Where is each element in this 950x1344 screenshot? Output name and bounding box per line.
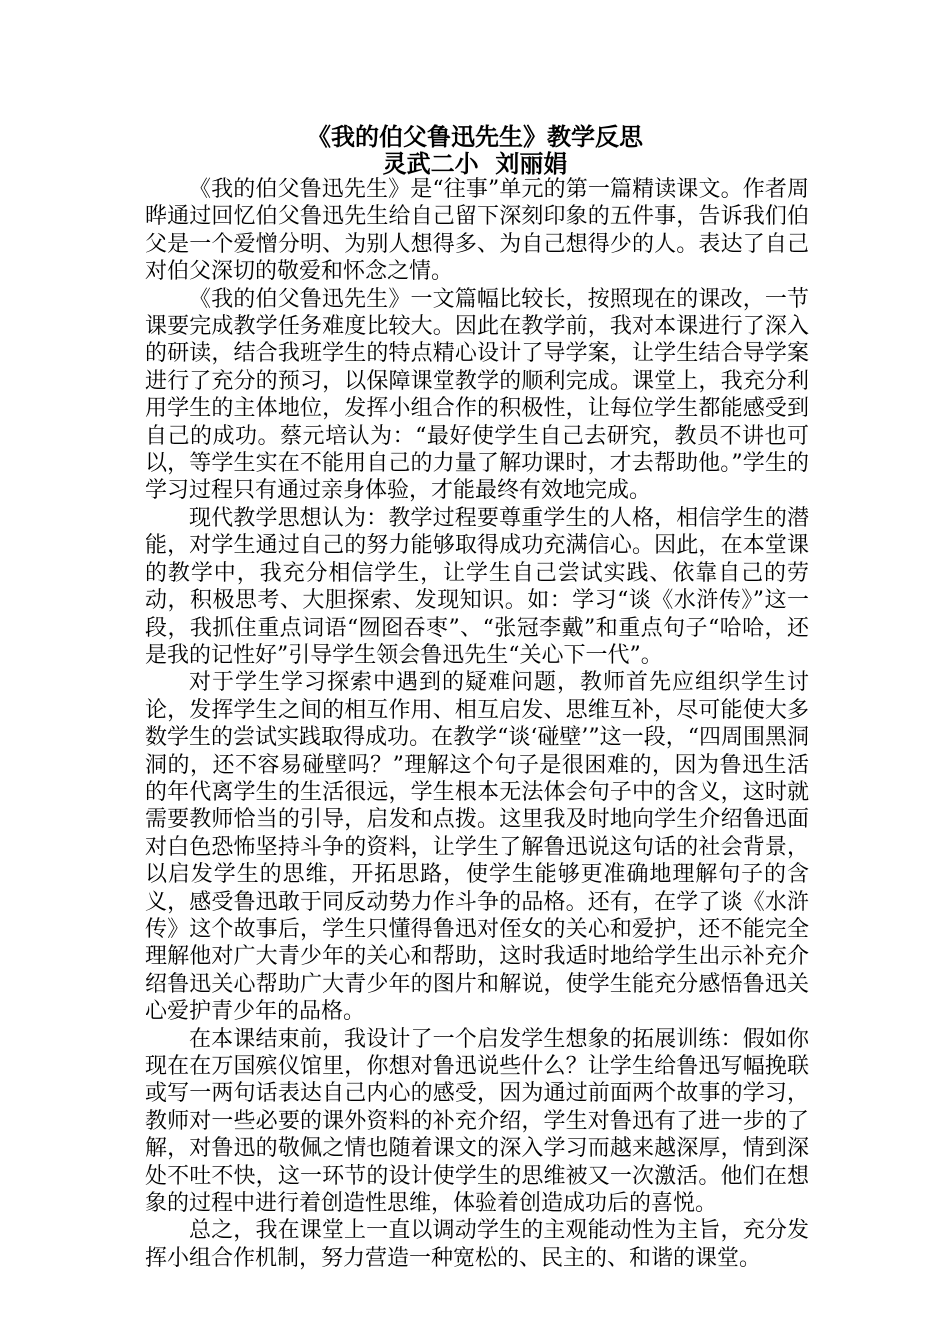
paragraph-2: 《我的伯父鲁迅先生》一文篇幅比较长，按照现在的课改，一节课要完成教学任务难度比较大。因此在教学前，我对本课进行了深入的研读，结合我班学生的特点精心设计了导学案，让学生结合导学案进行了充分的预习，以保障课堂教学的顺利完成。课堂上，我充分利用学生的主体地位，发挥小组合作的积极性，让每位学生都能感受到自己的成功。蔡元培认为：“最好使学生自己去研究，教员不讲也可以，等学生实在不能用自己的力量了解功课时，才去帮助他。”学生的学习过程只有通过亲身体验，才能最终有效地完成。 (145, 286, 809, 504)
paragraph-3: 现代教学思想认为：教学过程要尊重学生的人格，相信学生的潜能，对学生通过自己的努力能够取得成功充满信心。因此，在本堂课的教学中，我充分相信学生，让学生自己尝试实践、依靠自己的劳动，积极思考、大胆探索、发现知识。如：学习“谈《水浒传》”这一段，我抓住重点词语“囫囵吞枣”、“张冠李戴”和重点句子“哈哈，还是我的记性好”引导学生领会鲁迅先生“关心下一代”。 (145, 505, 809, 668)
document-author: 灵武二小 刘丽娟 (382, 150, 568, 178)
document-body (145, 176, 809, 1272)
document-title: 《我的伯父鲁迅先生》教学反思 (307, 123, 643, 151)
paragraph-1: 《我的伯父鲁迅先生》是“往事”单元的第一篇精读课文。作者周晔通过回忆伯父鲁迅先生给自己留下深刻印象的五件事，告诉我们伯父是一个爱憎分明、为别人想得多、为自己想得少的人。表达了自己对伯父深切的敬爱和怀念之情。 (145, 177, 809, 285)
paragraph-4: 对于学生学习探索中遇到的疑难问题，教师首先应组织学生讨论，发挥学生之间的相互作用、相互启发、思维互补，尽可能使大多数学生的尝试实践取得成功。在教学“谈‘碰壁’”这一段，“四周围黑洞洞的，还不容易碰壁吗？”理解这个句子是很困难的，因为鲁迅生活的年代离学生的生活很远，学生根本无法体会句子中的含义，这时就需要教师恰当的引导，启发和点拨。这里我及时地向学生介绍鲁迅面对白色恐怖坚持斗争的资料，让学生了解鲁迅说这句话的社会背景，以启发学生的思维，开拓思路，使学生能够更准确地理解句子的含义，感受鲁迅敢于同反动势力作斗争的品格。还有，在学了谈《水浒传》这个故事后，学生只懂得鲁迅对侄女的关心和爱护，还不能完全理解他对广大青少年的关心和帮助，这时我适时地给学生出示补充介绍鲁迅关心帮助广大青少年的图片和解说，使学生能充分感悟鲁迅关心爱护青少年的品格。 (145, 670, 809, 1025)
paragraph-6: 总之，我在课堂上一直以调动学生的主观能动性为主旨，充分发挥小组合作机制，努力营造一种宽松的、民主的、和谐的课堂。 (145, 1218, 809, 1271)
paragraph-5: 在本课结束前，我设计了一个启发学生想象的拓展训练：假如你现在在万国殡仪馆里，你想对鲁迅说些什么？让学生给鲁迅写幅挽联或写一两句话表达自己内心的感受，因为通过前面两个故事的学习，教师对一些必要的课外资料的补充介绍，学生对鲁迅有了进一步的了解，对鲁迅的敬佩之情也随着课文的深入学习而越来越深厚，情到深处不吐不快，这一环节的设计使学生的思维被又一次激活。他们在想象的过程中进行着创造性思维，体验着创造成功后的喜悦。 (145, 1026, 809, 1217)
